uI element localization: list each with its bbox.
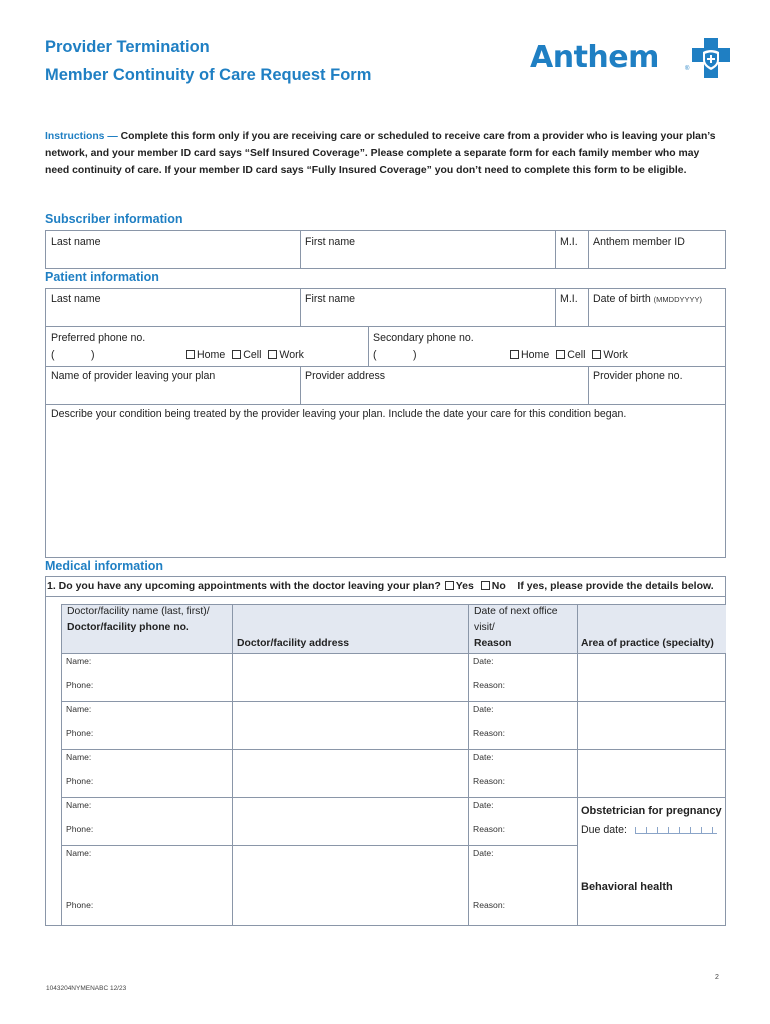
patient-mi-field[interactable]: M.I. — [560, 293, 578, 305]
dob-format: (MMDDYYYY) — [653, 295, 703, 304]
dob-label: Date of birth — [593, 293, 651, 305]
provider-address-field[interactable]: Provider address — [305, 370, 386, 382]
preferred-cell-label: Cell — [243, 349, 262, 361]
preferred-cell-checkbox[interactable] — [232, 350, 241, 359]
q1-text: 1. Do you have any upcoming appointments with the doctor leaving your plan? — [47, 580, 441, 592]
subscriber-mi-field[interactable]: M.I. — [560, 236, 578, 248]
subscriber-member-id-field[interactable]: Anthem member ID — [593, 236, 685, 248]
form-title: Provider Termination — [45, 38, 210, 56]
q1-yes-checkbox[interactable] — [445, 581, 454, 590]
preferred-home-checkbox[interactable] — [186, 350, 195, 359]
page-number: 2 — [715, 974, 719, 981]
secondary-home-label: Home — [521, 349, 550, 361]
anthem-logo — [530, 38, 730, 82]
row4-phone-field[interactable]: Phone: — [66, 824, 94, 834]
col-doctor-address: Doctor/facility address — [237, 638, 350, 649]
row3-phone-field[interactable]: Phone: — [66, 776, 94, 786]
preferred-work-label: Work — [279, 349, 304, 361]
patient-heading: Patient information — [45, 270, 159, 284]
row1-date-field[interactable]: Date: — [473, 656, 494, 666]
col-date-reason — [474, 604, 558, 652]
patient-dob-field[interactable] — [593, 293, 702, 305]
row4-reason-field[interactable]: Reason: — [473, 824, 506, 834]
preferred-phone-type — [186, 349, 304, 361]
row1-reason-field[interactable]: Reason: — [473, 680, 506, 690]
secondary-phone-area-close: ) — [413, 349, 417, 361]
condition-description-field[interactable]: Describe your condition being treated by the provider leaving your plan. Include the date your care for this condition began. — [51, 408, 627, 420]
q1-no-label: No — [491, 580, 506, 592]
row4-name-field[interactable]: Name: — [66, 800, 92, 810]
row2-phone-field[interactable]: Phone: — [66, 728, 94, 738]
patient-first-name-field[interactable]: First name — [305, 293, 356, 305]
row5-name-field[interactable]: Name: — [66, 848, 92, 858]
logo-trademark: ® — [685, 66, 690, 72]
patient-table — [45, 288, 726, 558]
row3-date-field[interactable]: Date: — [473, 752, 494, 762]
logo-wordmark: Anthem — [530, 40, 659, 75]
row5-phone-field[interactable]: Phone: — [66, 900, 94, 910]
form-code: 1043204NYMENABC 12/23 — [46, 985, 127, 992]
form-subtitle: Member Continuity of Care Request Form — [45, 66, 372, 84]
due-date-input[interactable] — [635, 822, 717, 834]
preferred-phone-area-close: ) — [91, 349, 95, 361]
subscriber-first-name-field[interactable]: First name — [305, 236, 356, 248]
secondary-cell-checkbox[interactable] — [556, 350, 565, 359]
secondary-phone-type — [510, 349, 628, 361]
secondary-home-checkbox[interactable] — [510, 350, 519, 359]
col1-line2: Doctor/facility phone no. — [67, 622, 189, 633]
secondary-work-checkbox[interactable] — [592, 350, 601, 359]
instructions-lead: Instructions — — [45, 131, 118, 142]
col3-line1: Date of next office — [474, 606, 558, 617]
row3-reason-field[interactable]: Reason: — [473, 776, 506, 786]
upcoming-appointments-question — [47, 580, 714, 592]
preferred-phone-area-open: ( — [51, 349, 55, 361]
col-area-of-practice: Area of practice (specialty) — [581, 638, 714, 649]
preferred-phone-label: Preferred phone no. — [51, 332, 146, 344]
obstetrician-label: Obstetrician for pregnancy — [581, 805, 722, 817]
patient-last-name-field[interactable]: Last name — [51, 293, 101, 305]
row2-date-field[interactable]: Date: — [473, 704, 494, 714]
secondary-cell-label: Cell — [567, 349, 586, 361]
col-doctor-name-phone — [67, 604, 210, 636]
instructions-body: Complete this form only if you are receiving care or scheduled to receive care from a provider who is leaving your plan’s network, and your member ID card says “Self Insured Coverage”. Please complete a separate form for each family member who may need continuity of care. If your member ID card says “Fully Insured Coverage” you don’t need to complete this form to be eligible. — [45, 131, 716, 176]
medical-heading: Medical information — [45, 559, 164, 573]
row1-phone-field[interactable]: Phone: — [66, 680, 94, 690]
due-date-label: Due date: — [581, 824, 627, 836]
preferred-home-label: Home — [197, 349, 226, 361]
secondary-work-label: Work — [603, 349, 628, 361]
col3-line2: visit/ — [474, 622, 495, 633]
q1-no-checkbox[interactable] — [481, 581, 490, 590]
behavioral-health-label: Behavioral health — [581, 881, 673, 893]
row2-reason-field[interactable]: Reason: — [473, 728, 506, 738]
row3-name-field[interactable]: Name: — [66, 752, 92, 762]
secondary-phone-label: Secondary phone no. — [373, 332, 474, 344]
cross-shield-icon — [692, 38, 730, 78]
q1-yes-label: Yes — [455, 580, 474, 592]
row5-date-field[interactable]: Date: — [473, 848, 494, 858]
instructions — [45, 128, 725, 179]
row5-reason-field[interactable]: Reason: — [473, 900, 506, 910]
provider-name-field[interactable]: Name of provider leaving your plan — [51, 370, 216, 382]
provider-phone-field[interactable]: Provider phone no. — [593, 370, 683, 382]
row4-date-field[interactable]: Date: — [473, 800, 494, 810]
col3-line3: Reason — [474, 638, 512, 649]
q1-suffix: If yes, please provide the details below. — [517, 580, 714, 592]
secondary-phone-area-open: ( — [373, 349, 377, 361]
row2-name-field[interactable]: Name: — [66, 704, 92, 714]
col1-line1: Doctor/facility name (last, first)/ — [67, 606, 210, 617]
row1-name-field[interactable]: Name: — [66, 656, 92, 666]
preferred-work-checkbox[interactable] — [268, 350, 277, 359]
subscriber-last-name-field[interactable]: Last name — [51, 236, 101, 248]
subscriber-heading: Subscriber information — [45, 212, 183, 226]
